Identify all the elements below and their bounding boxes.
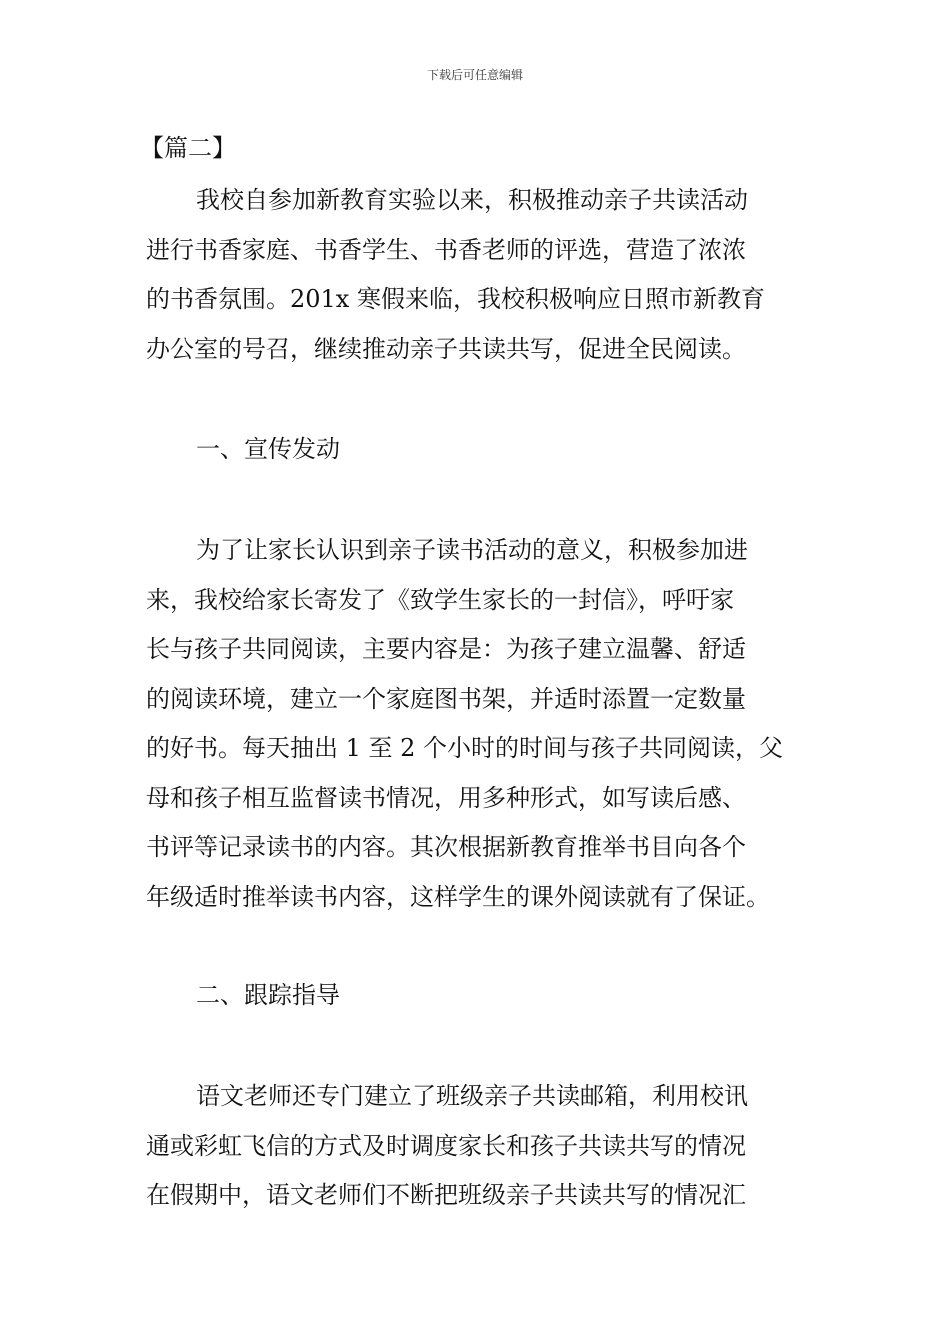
paragraph-line: 在假期中，语文老师们不断把班级亲子共读共写的情况汇 — [146, 1181, 746, 1209]
page-header-note: 下载后可任意编辑 — [426, 68, 523, 82]
paragraph-line: 语文老师还专门建立了班级亲子共读邮箱，利用校讯 — [196, 1082, 748, 1110]
section-tag: 【篇二】 — [140, 134, 236, 162]
paragraph-1 — [146, 176, 810, 374]
paragraph-line: 年级适时推举读书内容，这样学生的课外阅读就有了保证。 — [146, 882, 770, 911]
paragraph-line: 书评等记录读书的内容。其次根据新教育推举书目向各个 — [146, 833, 746, 861]
paragraph-line: 办公室的号召，继续推动亲子共读共写，促进全民阅读。 — [146, 334, 746, 363]
paragraph-line: 为了让家长认识到亲子读书活动的意义，积极参加进 — [196, 536, 748, 564]
heading-publicity: 一、宣传发动 — [196, 435, 340, 463]
paragraph-line: 长与孩子共同阅读，主要内容是：为孩子建立温馨、舒适 — [146, 635, 746, 663]
paragraph-line: 的书香氛围。201x 寒假来临，我校积极响应日照市新教育 — [146, 285, 765, 313]
paragraph-line: 母和孩子相互监督读书情况，用多种形式，如写读后感、 — [146, 783, 746, 812]
paragraph-line: 来，我校给家长寄发了《致学生家长的一封信》，呼吁家 — [146, 585, 734, 614]
heading-guidance: 二、跟踪指导 — [196, 981, 340, 1009]
paragraph-line: 我校自参加新教育实验以来，积极推动亲子共读活动 — [196, 186, 748, 214]
paragraph-line: 通或彩虹飞信的方式及时调度家长和孩子共读共写的情况 — [146, 1131, 746, 1160]
paragraph-3 — [146, 1072, 810, 1221]
paragraph-line: 的阅读环境，建立一个家庭图书架，并适时添置一定数量 — [146, 684, 746, 713]
paragraph-line: 进行书香家庭、书香学生、书香老师的评选，营造了浓浓 — [146, 235, 746, 264]
paragraph-line: 的好书。每天抽出 1 至 2 个小时的时间与孩子共同阅读，父 — [146, 734, 784, 762]
paragraph-2 — [146, 526, 810, 922]
